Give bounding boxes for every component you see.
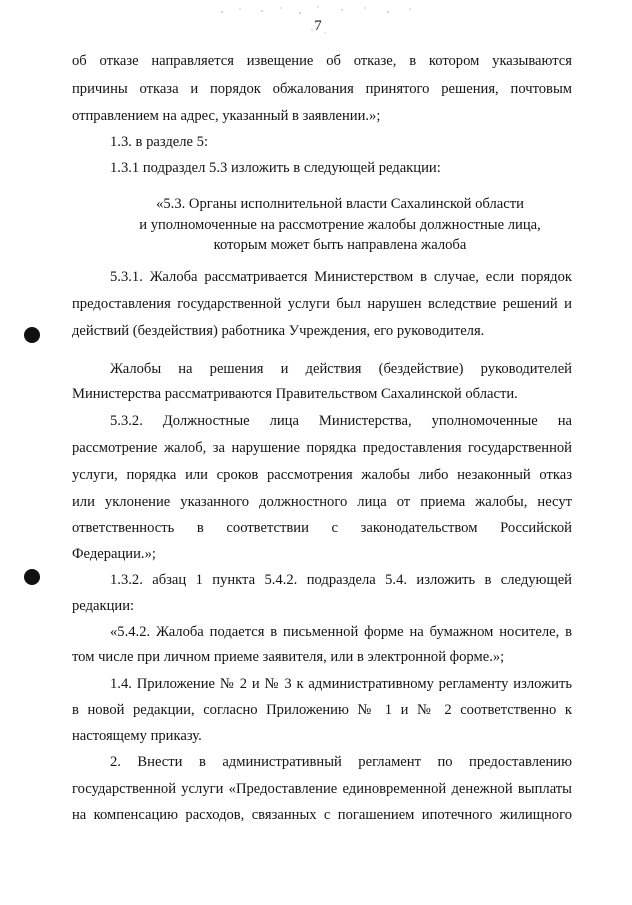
text-line: ответственность в соответствии с законодательством Российской bbox=[72, 520, 572, 536]
text-line: «5.4.2. Жалоба подается в письменной форме на бумажном носителе, в bbox=[110, 624, 572, 640]
text-line: 2. Внести в административный регламент по предоставлению bbox=[110, 754, 572, 770]
text-line: рассмотрение жалоб, за нарушение порядка предоставления государственной bbox=[72, 440, 572, 456]
text-line: 1.3.2. абзац 1 пункта 5.4.2. подраздела 5.4. изложить в следующей bbox=[110, 572, 572, 588]
text-line: действий (бездействия) работника Учреждения, его руководителя. bbox=[72, 323, 485, 339]
text-line: на компенсацию расходов, связанных с погашением ипотечного жилищного bbox=[72, 807, 572, 823]
text-line: 5.3.1. Жалоба рассматривается Министерством в случае, если порядок bbox=[110, 269, 572, 285]
text-line: Федерации.»; bbox=[72, 546, 156, 562]
text-line: отправлением на адрес, указанный в заявлении.»; bbox=[72, 108, 381, 124]
text-line: Жалобы на решения и действия (бездействие) руководителей bbox=[110, 361, 572, 377]
text-line: 1.3.1 подраздел 5.3 изложить в следующей редакции: bbox=[110, 160, 441, 176]
section-heading-line: «5.3. Органы исполнительной власти Сахалинской области bbox=[156, 196, 524, 212]
text-line: причины отказа и порядок обжалования принятого решения, почтовым bbox=[72, 81, 572, 97]
text-line: Министерства рассматриваются Правительством Сахалинской области. bbox=[72, 386, 518, 402]
text-line: в новой редакции, согласно Приложению № 1 и № 2 соответственно к bbox=[72, 702, 572, 718]
binder-hole-1 bbox=[24, 327, 40, 343]
binder-hole-2 bbox=[24, 569, 40, 585]
text-line: или уклонение указанного должностного лица от приема жалобы, несут bbox=[72, 494, 572, 510]
text-line: 5.3.2. Должностные лица Министерства, уполномоченные на bbox=[110, 413, 572, 429]
text-line: об отказе направляется извещение об отказе, в котором указываются bbox=[72, 53, 572, 69]
text-line: государственной услуги «Предоставление единовременной денежной выплаты bbox=[72, 781, 572, 797]
text-line: том числе при личном приеме заявителя, или в электронной форме.»; bbox=[72, 649, 505, 665]
text-line: предоставления государственной услуги был нарушен вследствие решений и bbox=[72, 296, 572, 312]
text-line: 1.4. Приложение № 2 и № 3 к административному регламенту изложить bbox=[110, 676, 572, 692]
section-heading-line: которым может быть направлена жалоба bbox=[213, 237, 467, 253]
text-line: 1.3. в разделе 5: bbox=[110, 134, 209, 150]
text-line: услуги, порядка или сроков рассмотрения жалобы либо незаконный отказ bbox=[72, 467, 572, 483]
text-line: настоящему приказу. bbox=[72, 728, 202, 744]
text-line: редакции: bbox=[72, 598, 135, 614]
page-number: 7 bbox=[314, 18, 322, 34]
section-heading-line: и уполномоченные на рассмотрение жалобы должностные лица, bbox=[139, 217, 541, 233]
